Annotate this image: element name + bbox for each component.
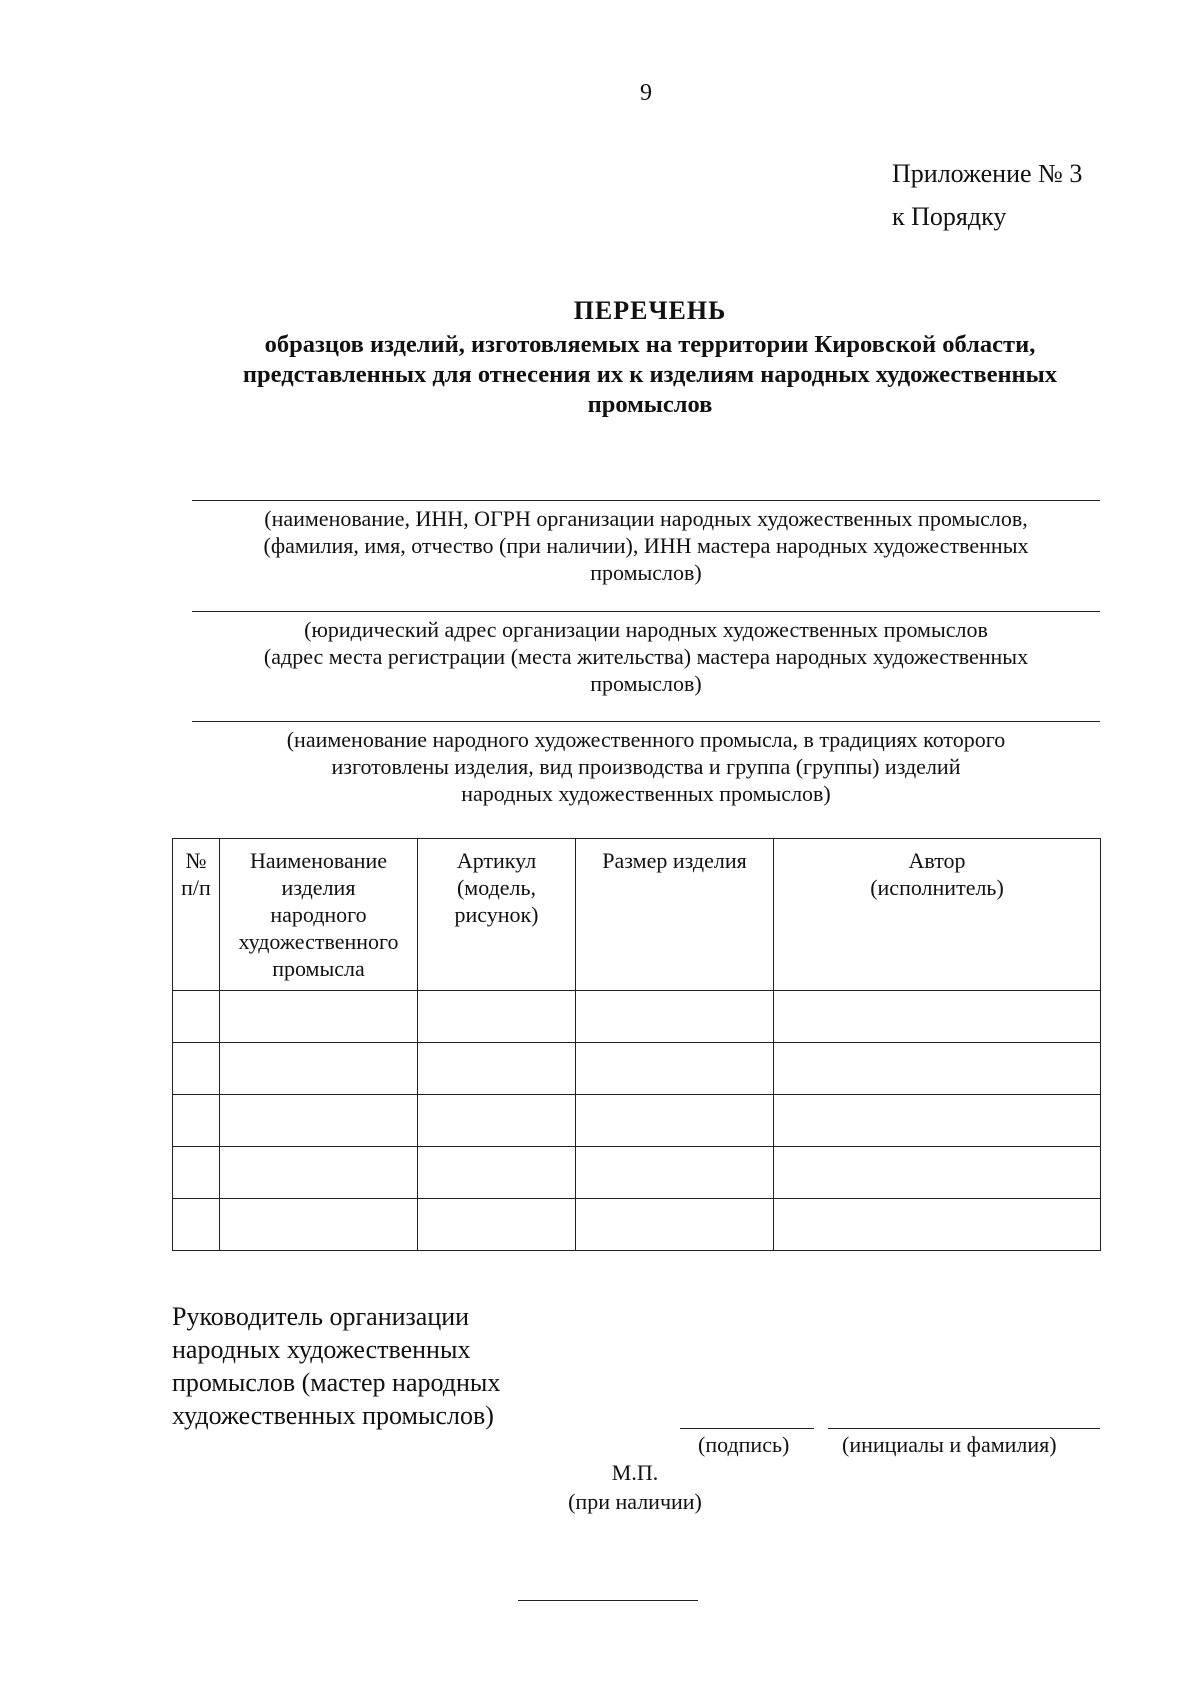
craft-name-caption: [192, 726, 1100, 807]
table-cell[interactable]: [220, 1043, 418, 1095]
header-author: [774, 839, 1101, 991]
caption-line: изготовлены изделия, вид производства и группа (группы) изделий: [331, 754, 961, 779]
table-cell[interactable]: [418, 1095, 576, 1147]
table-cell[interactable]: [576, 991, 774, 1043]
table-row: [173, 1199, 1101, 1251]
header-text: п/п: [181, 875, 211, 900]
header-text: (исполнитель): [870, 875, 1004, 900]
seal-line: (при наличии): [568, 1489, 702, 1514]
organization-name-line[interactable]: [192, 500, 1100, 501]
header-text: художественного: [238, 929, 399, 954]
header-number: [173, 839, 220, 991]
signer-title: [172, 1300, 500, 1432]
signer-line: Руководитель организации: [172, 1302, 470, 1331]
table-cell[interactable]: [576, 1199, 774, 1251]
caption-line: народных художественных промыслов): [461, 781, 831, 806]
legal-address-caption: [192, 616, 1100, 697]
table-cell[interactable]: [173, 1199, 220, 1251]
table-row: [173, 991, 1101, 1043]
appendix-line: к Порядку: [892, 202, 1007, 231]
header-text: народного: [270, 902, 367, 927]
title-main: ПЕРЕЧЕНЬ: [573, 296, 727, 325]
table-cell[interactable]: [173, 991, 220, 1043]
table-cell[interactable]: [774, 1199, 1101, 1251]
title-line: промыслов: [587, 391, 713, 418]
header-product-name: [220, 839, 418, 991]
caption-line: промыслов): [590, 560, 702, 585]
table-header-row: [173, 839, 1101, 991]
title-subtitle: [170, 330, 1130, 420]
caption-line: промыслов): [590, 671, 702, 696]
table-cell[interactable]: [220, 1095, 418, 1147]
table-cell[interactable]: [418, 1147, 576, 1199]
appendix-line: Приложение № 3: [892, 159, 1083, 188]
table-cell[interactable]: [220, 1199, 418, 1251]
legal-address-line[interactable]: [192, 611, 1100, 612]
header-text: Артикул: [456, 848, 537, 873]
seal-caption: [540, 1458, 730, 1516]
header-text: Размер изделия: [602, 848, 747, 873]
table-cell[interactable]: [774, 1147, 1101, 1199]
header-text: (модель,: [456, 875, 537, 900]
table-cell[interactable]: [418, 1043, 576, 1095]
caption-line: (юридический адрес организации народных художественных промыслов: [304, 617, 988, 642]
table-cell[interactable]: [173, 1147, 220, 1199]
signature-line[interactable]: [680, 1428, 814, 1429]
signature-caption: (подпись): [698, 1432, 790, 1457]
header-article: [418, 839, 576, 991]
appendix-reference: [892, 152, 1082, 238]
table-cell[interactable]: [774, 1095, 1101, 1147]
table-cell[interactable]: [418, 1199, 576, 1251]
header-text: №: [185, 848, 207, 873]
table-cell[interactable]: [418, 991, 576, 1043]
header-text: промысла: [272, 956, 365, 981]
header-size: [576, 839, 774, 991]
table-cell[interactable]: [774, 1043, 1101, 1095]
table-cell[interactable]: [576, 1095, 774, 1147]
caption-line: (наименование, ИНН, ОГРН организации народных художественных промыслов,: [264, 506, 1028, 531]
table-cell[interactable]: [173, 1043, 220, 1095]
header-text: изделия: [281, 875, 356, 900]
table-cell[interactable]: [774, 991, 1101, 1043]
header-text: Автор: [908, 848, 966, 873]
caption-line: (фамилия, имя, отчество (при наличии), ИНН мастера народных художественных: [263, 533, 1029, 558]
title-line: представленных для отнесения их к изделиям народных художественных: [242, 361, 1058, 388]
title-line: образцов изделий, изготовляемых на территории Кировской области,: [264, 331, 1036, 358]
table-row: [173, 1095, 1101, 1147]
signer-line: народных художественных: [172, 1335, 471, 1364]
organization-name-caption: [192, 505, 1100, 586]
signer-line: художественных промыслов): [172, 1401, 494, 1430]
table-cell[interactable]: [220, 991, 418, 1043]
caption-line: (наименование народного художественного промысла, в традициях которого: [286, 727, 1006, 752]
document-title: [170, 296, 1130, 420]
page-number: 9: [640, 80, 652, 106]
table-row: [173, 1147, 1101, 1199]
header-text: рисунок): [454, 902, 539, 927]
end-divider: [518, 1600, 698, 1601]
signer-line: промыслов (мастер народных: [172, 1368, 501, 1397]
table-cell[interactable]: [576, 1147, 774, 1199]
name-line[interactable]: [828, 1428, 1100, 1429]
seal-line: М.П.: [611, 1460, 659, 1485]
table-cell[interactable]: [220, 1147, 418, 1199]
table-cell[interactable]: [173, 1095, 220, 1147]
table-row: [173, 1043, 1101, 1095]
craft-name-line[interactable]: [192, 721, 1100, 722]
table-cell[interactable]: [576, 1043, 774, 1095]
name-caption: (инициалы и фамилия): [842, 1432, 1057, 1457]
caption-line: (адрес места регистрации (места жительства) мастера народных художественных: [263, 644, 1029, 669]
header-text: Наименование: [249, 848, 388, 873]
items-table: [172, 838, 1101, 1251]
